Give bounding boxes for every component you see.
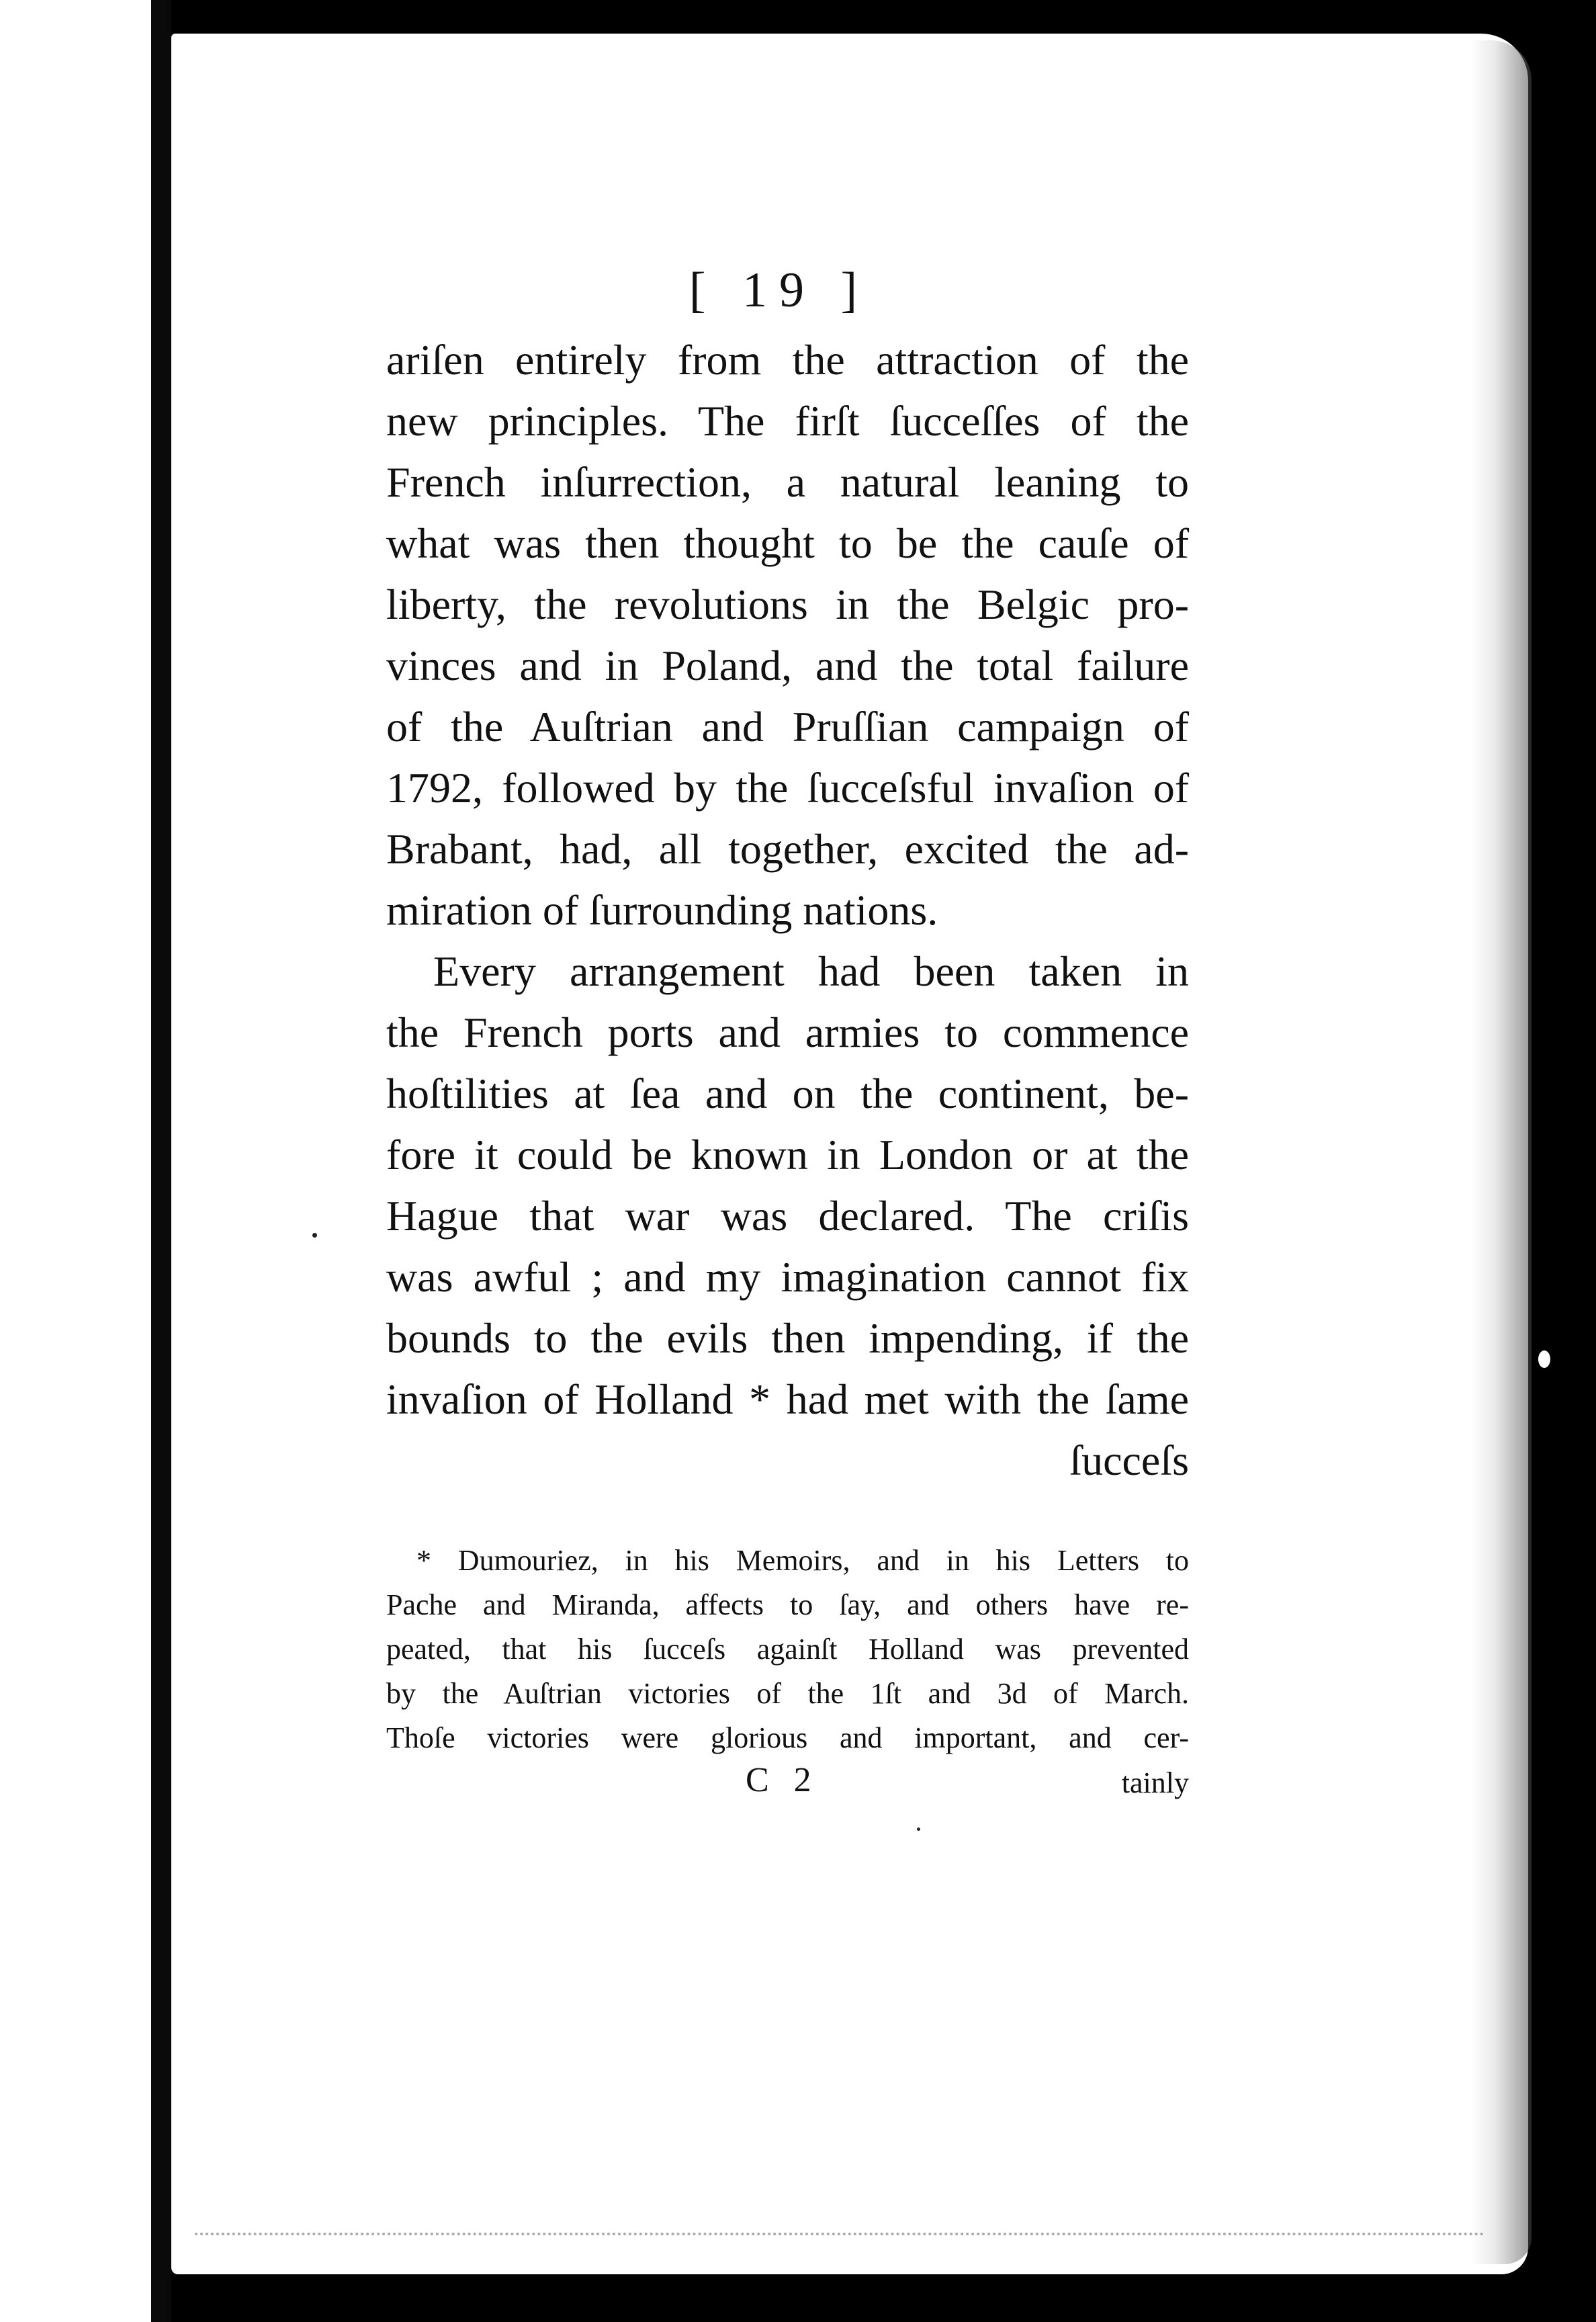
text-line: vinces and in Poland, and the total failure [386, 642, 1189, 689]
text-line: hoſtilities at ſea and on the continent, be- [386, 1070, 1189, 1117]
text-line: French inſurrection, a natural leaning to [386, 458, 1189, 506]
signature-mark: C 2 [746, 1761, 819, 1799]
footnote-catchword: tainly [1121, 1766, 1189, 1799]
text-line: the French ports and armies to commence [386, 1008, 1189, 1056]
page-foot [746, 1760, 1189, 1807]
text-line: 1792, followed by the ſucceſsful invaſion of [386, 764, 1189, 812]
footnote-line: * Dumouriez, in his Memoirs, and in his Letters to [416, 1544, 1189, 1577]
footnote-line: peated, that his ſucceſs againſt Holland was prevented [386, 1633, 1189, 1666]
text-line: was awful ; and my imagination cannot fix [386, 1253, 1189, 1301]
text-line: invaſion of Holland * had met with the ſame [386, 1375, 1189, 1423]
text-line: new principles. The firſt ſucceſſes of the [386, 397, 1189, 445]
footnote [386, 1539, 1189, 1760]
text-line: Hague that war was declared. The criſis [386, 1192, 1189, 1240]
ink-speck [917, 1828, 920, 1831]
text-line: liberty, the revolutions in the Belgic pro- [386, 580, 1189, 628]
catchword: ſucceſs [1069, 1436, 1189, 1484]
text-line: what was then thought to be the cauſe of [386, 519, 1189, 567]
text-line: fore it could be known in London or at the [386, 1131, 1189, 1178]
ink-speck [312, 1233, 317, 1238]
book-gutter [151, 0, 171, 2322]
page-bottom-edge [195, 2221, 1484, 2235]
page-number-header: [ 19 ] [689, 263, 870, 318]
footnote-line: Thoſe victories were glorious and important, and cer- [386, 1721, 1189, 1754]
footnote-line: Pache and Miranda, affects to ſay, and others have re- [386, 1588, 1189, 1621]
text-line: ariſen entirely from the attraction of the [386, 336, 1189, 384]
ink-speck [1538, 1350, 1550, 1368]
facing-page-edge [0, 0, 151, 2322]
text-line: Every arrangement had been taken in [433, 947, 1189, 995]
footnote-line: by the Auſtrian victories of the 1ſt and 3d of March. [386, 1677, 1189, 1710]
text-line: Brabant, had, all together, excited the ad- [386, 825, 1189, 873]
text-line: bounds to the evils then impending, if the [386, 1314, 1189, 1362]
text-line: miration of ſurrounding nations. [386, 886, 938, 934]
text-line: of the Auſtrian and Pruſſian campaign of [386, 703, 1189, 750]
page-edge-shadow [1471, 40, 1532, 2264]
main-text [386, 329, 1189, 1491]
